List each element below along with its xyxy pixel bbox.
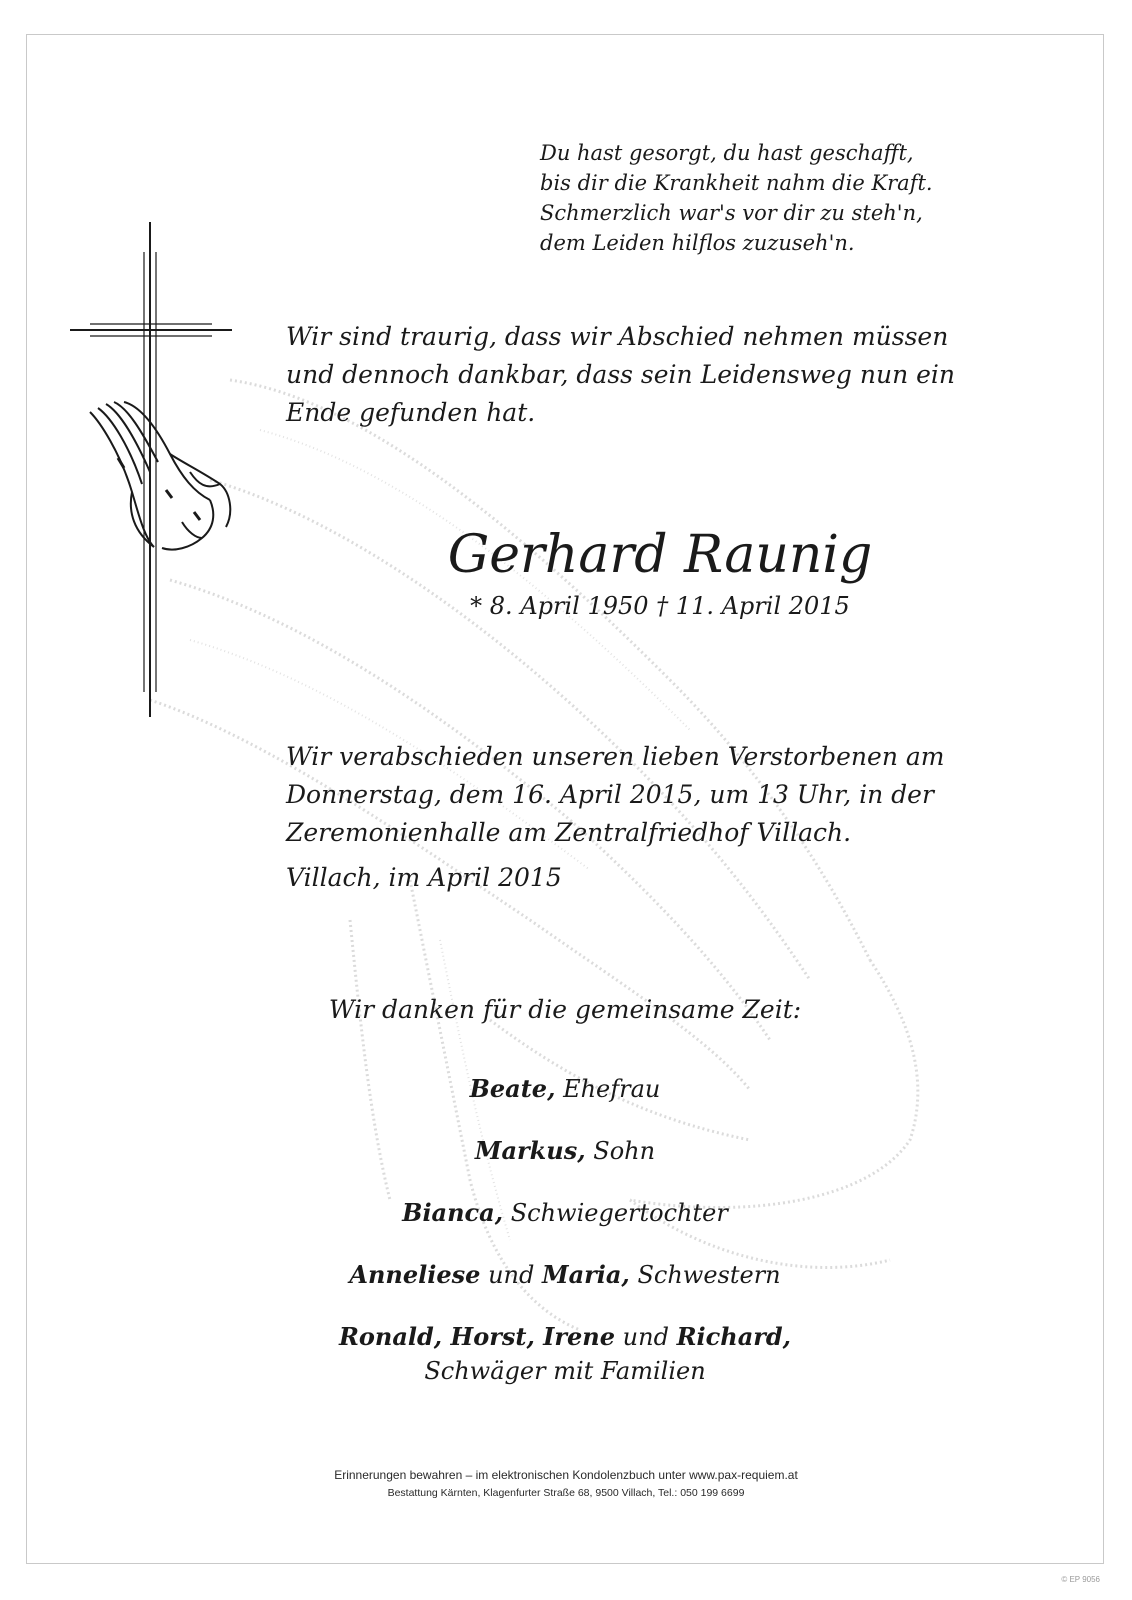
poem-line: bis dir die Krankheit nahm die Kraft. [540,171,933,195]
place-date: Villach, im April 2015 [286,863,562,892]
mourner-relation: Ehefrau [563,1075,661,1103]
mourner-relation: Schwiegertochter [510,1199,728,1227]
poem [540,138,933,258]
intro-line: Wir sind traurig, dass wir Abschied nehmen müssen [286,322,949,351]
deceased-name: Gerhard Raunig [447,525,873,585]
thanks-heading: Wir danken für die gemeinsame Zeit: [328,995,802,1024]
mourner-names: Bianca, [402,1198,504,1227]
deceased-dates: * 8. April 1950 † 11. April 2015 [470,592,850,620]
praying-hands-icon [90,402,230,550]
mourners-list [250,1072,880,1388]
service-announcement [286,738,944,852]
mourner-names: Beate, [469,1074,556,1103]
mourner-names: Markus, [474,1136,586,1165]
service-line: Zeremonienhalle am Zentralfriedhof Villach. [286,818,852,847]
intro-text [286,318,986,432]
form-code: © EP 9056 [1061,1575,1100,1584]
cross-icon [70,222,240,722]
footer-address-line: Bestattung Kärnten, Klagenfurter Straße 68, 9500 Villach, Tel.: 050 199 6699 [387,1487,745,1499]
mourner-relation: Sohn [593,1137,656,1165]
mourner-names: Richard, [676,1322,792,1351]
mourner-connector: und [622,1323,669,1351]
mourner-names: Maria, [542,1260,630,1289]
mourner-entry [250,1258,880,1320]
mourner-connector: und [488,1261,535,1289]
footer-condolence-line: Erinnerungen bewahren – im elektronischen Kondolenzbuch unter www.pax-requiem.at [334,1468,798,1482]
mourner-entry [250,1196,880,1258]
mourner-relation: Schwäger mit Familien [424,1357,706,1385]
intro-line: Ende gefunden hat. [286,398,536,427]
footer [300,1466,832,1502]
mourner-entry [250,1134,880,1196]
mourner-entry [250,1072,880,1134]
poem-line: dem Leiden hilflos zuzuseh'n. [540,231,855,255]
mourner-names: Anneliese [349,1260,481,1289]
poem-line: Du hast gesorgt, du hast geschafft, [540,141,914,165]
mourner-relation: Schwestern [637,1261,781,1289]
mourner-names: Ronald, Horst, Irene [338,1322,616,1351]
service-line: Donnerstag, dem 16. April 2015, um 13 Uhr, in der [286,780,934,809]
poem-line: Schmerzlich war's vor dir zu steh'n, [540,201,923,225]
intro-line: und dennoch dankbar, dass sein Leidensweg nun ein [286,360,956,389]
service-line: Wir verabschieden unseren lieben Verstorbenen am [286,742,945,771]
mourner-entry [250,1320,880,1388]
